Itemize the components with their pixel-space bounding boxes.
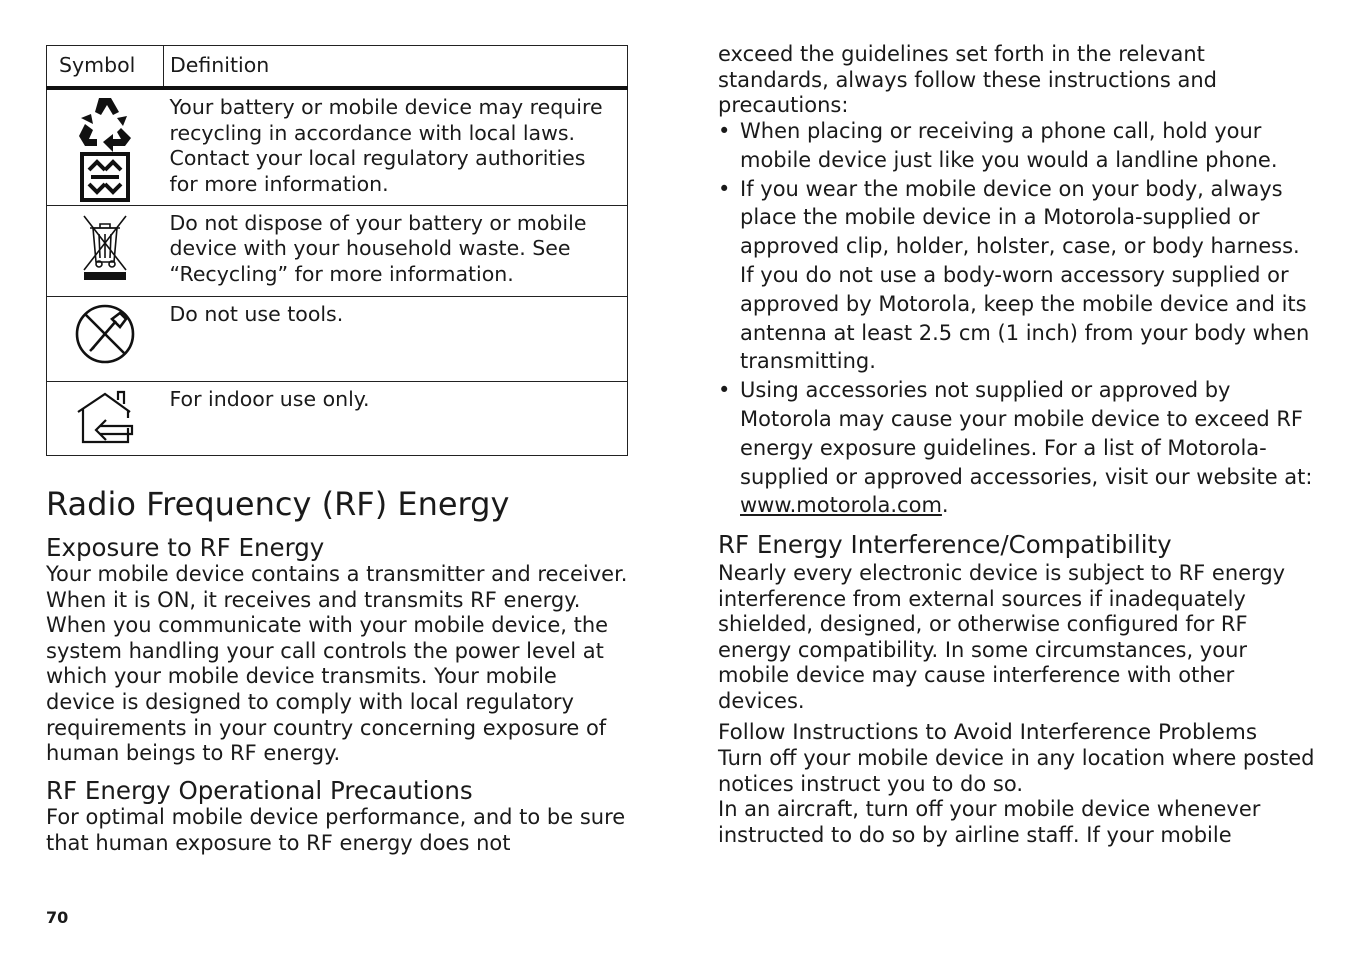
- table-row: [47, 205, 628, 296]
- indoor-use-icon: [47, 381, 164, 455]
- list-item: • When placing or receiving a phone call, hold your mobile device just like you would a landline phone.: [718, 119, 1278, 172]
- follow-paragraph-2: In an aircraft, turn off your mobile device whenever instructed to do so by airline staff. If your mobile: [718, 797, 1261, 847]
- follow-paragraph-1: Turn off your mobile device in any location where posted notices instruct you to do so.: [718, 746, 1315, 796]
- bullet-text: If you wear the mobile device on your body, always place the mobile device in a Motorola-supplied or approved clip, holder, holster, case, or body harness. If you do not use a body-worn accessory supplied or approved by Motorola, keep the mobile device and its antenna at least 2.5 cm (1 inch) from your body when transmitting.: [740, 176, 1310, 374]
- follow-instructions-body: [718, 746, 1318, 848]
- definition-cell: For indoor use only.: [164, 381, 628, 455]
- table-row: [47, 88, 628, 205]
- header-symbol: Symbol: [47, 46, 164, 89]
- no-tools-icon: [47, 296, 164, 381]
- precautions-paragraph: For optimal mobile device performance, and to be sure that human exposure to RF energy does not: [46, 805, 626, 855]
- interference-paragraph: Nearly every electronic device is subject to RF energy interference from external sources if inadequately shielded, designed, or otherwise configured for RF energy compatibility. In some circumstances, your mobile device may cause interference with other devices.: [718, 561, 1286, 713]
- header-definition: Definition: [164, 46, 628, 89]
- list-item: • If you wear the mobile device on your body, always place the mobile device in a Motorola-supplied or approved clip, holder, holster, case, or body harness. If you do not use a body-worn accessory supplied or approved by Motorola, keep the mobile device and its antenna at least 2.5 cm (1 inch) from your body when transmitting.: [718, 176, 1310, 374]
- intro-paragraph: exceed the guidelines set forth in the relevant standards, always follow these instructions and precautions:: [718, 42, 1217, 118]
- bullet-end: .: [941, 493, 949, 518]
- interference-heading: RF Energy Interference/Compatibility: [718, 530, 1172, 559]
- definition-cell: Do not dispose of your battery or mobile device with your household waste. See “Recycling” for more information.: [164, 205, 628, 296]
- table-row: [47, 381, 628, 455]
- precautions-heading: RF Energy Operational Precautions: [46, 776, 473, 805]
- table-header-row: [47, 46, 628, 89]
- crossed-bin-icon: [47, 205, 164, 296]
- exposure-heading: Exposure to RF Energy: [46, 533, 325, 562]
- section-title: Radio Frequency (RF) Energy: [46, 485, 510, 523]
- list-item: • Using accessories not supplied or approved by Motorola may cause your mobile device to exceed RF energy exposure guidelines. For a list of Motorola-supplied or approved accessories, visit our website at: www.motorola.com.: [718, 378, 1313, 518]
- exposure-paragraph: Your mobile device contains a transmitter and receiver. When it is ON, it receives and transmits RF energy. When you communicate with your mobile device, the system handling your call controls the power level at which your mobile device transmits. Your mobile device is designed to comply with local regulatory requirements in your country concerning exposure of human beings to RF energy.: [46, 562, 628, 766]
- definition-cell: Your battery or mobile device may require recycling in accordance with local laws. Contact your local regulatory authorities for more information.: [164, 88, 628, 205]
- follow-instructions-heading: Follow Instructions to Avoid Interference Problems: [718, 720, 1258, 745]
- table-row: [47, 296, 628, 381]
- symbol-table: [46, 45, 628, 456]
- bullet-text: When placing or receiving a phone call, hold your mobile device just like you would a landline phone.: [740, 119, 1278, 172]
- definition-cell: Do not use tools.: [164, 296, 628, 381]
- motorola-website-link[interactable]: www.motorola.com: [740, 493, 942, 518]
- recycle-icon: [47, 88, 164, 205]
- bullet-text: Using accessories not supplied or approved by Motorola may cause your mobile device to exceed RF energy exposure guidelines. For a list of Motorola-supplied or approved accessories, visit our website at:: [740, 378, 1313, 489]
- page-number: 70: [46, 908, 69, 927]
- precautions-list: [718, 117, 1318, 520]
